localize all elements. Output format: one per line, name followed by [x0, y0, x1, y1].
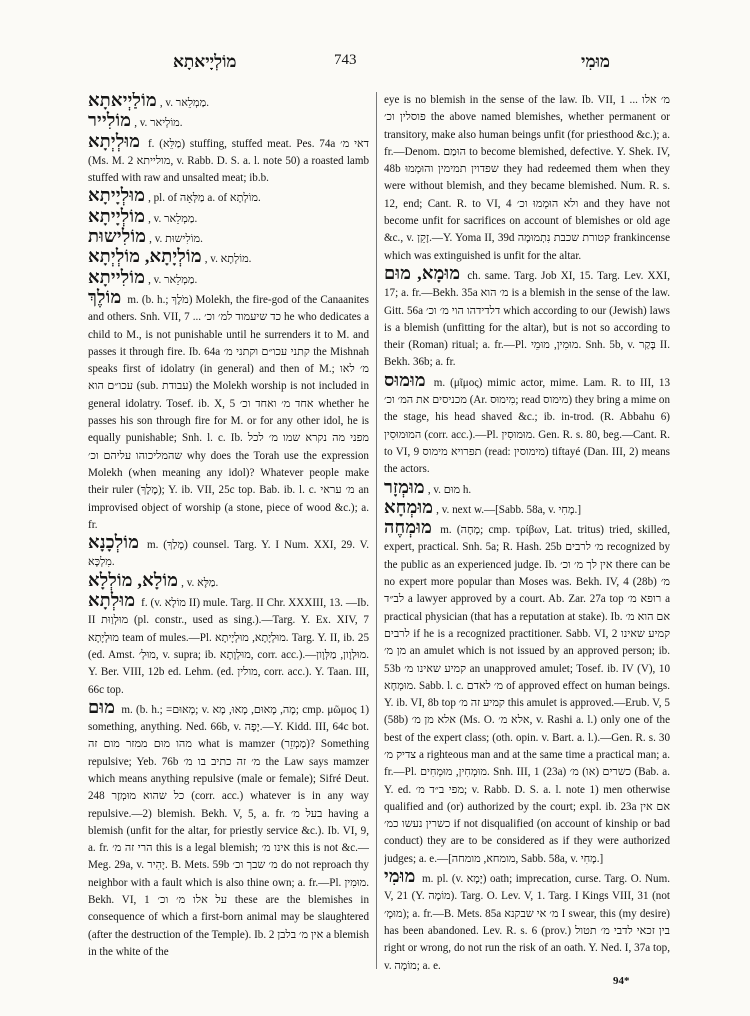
entry-definition: , v. מוֹלְתָא.: [204, 253, 252, 266]
entry-definition: m. (b. h.; מֹלֶךְ) Molekh, the fire-god of the Canaanites and others. Snh. VII, 7 ... כד שיעמוד למ׳ וכ׳ he who dedicates a child to M., is not punishable until he surrenders it to M. and passes it through fire. Ib. 64a קתני עכו״ם וקתני מ׳ the Mishnah speaks first of idolatry (in general) and then of M.; מ׳ לאו עכו״ם הוא (sub. עבודת) the Molekh worship is not included in general idolatry. Tosef. ib. X, 5 אחד מ׳ ואחד וכ׳ whether he passes his son through fire for M. or for any other idol, he is equally punishable; Snh. l. c. Ib. מפני מה נקרא שמו מ׳ לכל שהמליכוהו עליהם וכ׳ why does the Torah use the expression Molekh (when meaning any idol)? Whatever people make their ruler (מֶלֶךְ); Y. ib. VII, 25c top. Bab. ib. l. c. מ׳ עראי an improvised object of worship (a stone, piece of wood &c.); a. fr.: [88, 293, 369, 531]
entry-definition: , pl. of מַלְּאָה a. of מוֹלְתָא.: [148, 192, 261, 205]
entry-definition: , v. מַמְלֵאר.: [148, 212, 198, 225]
header-left-guide-word: מוֹלְיָיאתָא: [173, 52, 237, 71]
dictionary-entry: [384, 92, 670, 265]
entry-definition: , v. מוֹלִישוּת.: [149, 233, 203, 246]
dictionary-entry: [384, 262, 670, 372]
dictionary-entry: [88, 534, 369, 572]
dictionary-entry: [88, 187, 369, 207]
entry-definition: , v. מוֹלְיאר.: [134, 117, 183, 130]
entry-headword: מוֹלֶךְ: [88, 286, 122, 307]
entry-headword: מוֹלְיָתָא, מוֹלְיְתָא: [88, 246, 202, 267]
entry-headword: מוֹלִייר: [88, 110, 132, 131]
entry-definition: f. (מַלֵּא) stuffing, stuffed meat. Pes. 74a דאי מ׳ (Ms. M. 2 מולייתא, v. Rabb. D. S. a. l. note 50) a roasted lamb stuffed with raw and unsalted meat; ib.b.: [88, 137, 369, 185]
entry-headword: מוּמְחֶה: [384, 517, 432, 538]
entry-definition: m. (μῖμος) mimic actor, mime. Lam. R. to III, 13 מכניסים את המ׳ וכ׳ (Ar. מִימוּס; read מימוס) they bring a mime on the stage, his head shaved &c.; ib. in-trod. (R. Abbahu 6) המוּמוּסִין (corr. acc.).—Pl. מוּמוּסִין. Gen. R. s. 80, beg.—Cant. R. to VI, 9 תפרויא מימוס (read: מימוסין) tiftayé (Dan. III, 2) means the actors.: [384, 376, 670, 476]
entry-headword: מוֹלִישוּת: [88, 226, 147, 247]
left-column: [88, 92, 369, 972]
entry-definition: m. (מָחָה; cmp. τρίβων, Lat. tritus) tried, skilled, expert, practical. Snh. 5a; R. Hash. 25b מ׳ לרבים recognized by the public as an experienced judge. Ib. אין לך מ׳ וכ׳ there can be no expert more popular than Moses was. Bekh. IV, 4 (28b) מ׳ לב״ד a lawyer approved by a court. Ab. Zar. 27a top רופא מ׳ a practical physician (that has a reputation at stake). Ib. אם הוא מ׳ לרבים if he is a recognized practitioner. Sabb. VI, 2 קמיע שאינו מן מ׳ an amulet which is not issued by an approved person; ib. 53b קמיע שאינו מ׳ an unapproved amulet; Tosef. ib. IV (V), 10 מוּמְחָא. Sabb. l. c. מ׳ לאדם of approved effect on human beings. Y. ib. VI, 8b top קמיע זה מ׳ this amulet is approved.—Erub. V, 5 (58b) אלא מן מ׳ (Ms. O. אלא מ׳, v. Rashi a. l.) only one of the best of the expert class; (oth. opin. v. Bart. a. l.).—Gen. R. s. 30 צדיק מ׳ a righteous man and at the same time a practical man; a. fr.—Pl. מוּמְחִין, מוּמְחִים. Snh. III, 1 (23a) כשרים (או) מ׳ (Bab. a. Y. ed. מפי ב״ד מ׳; v. Rabb. D. S. a. l. note 1) men otherwise qualified and (or) authorized by the court; expl. ib. 23a אם אין כשרין נעשו כמ׳ if not disqualified (on account of kinship or bad conduct) they are to be considered as if they were authorized judges; a. e.—[מומחא, מומחה, Sabb. 58a, v. מָחִי.]: [384, 524, 670, 865]
entry-headword: מוֹלְכָנָא: [88, 532, 140, 553]
dictionary-entry: [384, 369, 670, 479]
dictionary-entry: [384, 496, 670, 519]
entry-headword: מוּם: [88, 696, 116, 717]
entry-definition: , v. מַלָּא.: [181, 576, 219, 589]
dictionary-entry: [88, 130, 369, 188]
dictionary-entry: [88, 228, 369, 248]
entry-headword: מוּמְחָא: [384, 496, 434, 517]
dictionary-entry: [88, 112, 369, 132]
entry-definition: , v. מַמְלֵאר.: [148, 273, 198, 286]
entry-definition: , v. מוּם h.: [427, 483, 472, 496]
header-right-guide-word: מוּמִי: [581, 52, 610, 71]
entry-headword: מוֹלְיָיתָא: [88, 205, 146, 226]
entry-headword: מוּלְיְתָא: [88, 130, 141, 151]
dictionary-entry: [384, 868, 670, 972]
entry-headword: מוּמוּס: [384, 369, 426, 390]
column-divider: [376, 92, 377, 969]
dictionary-entry: [88, 286, 369, 534]
entry-definition: m. (מָלַךְ) counsel. Targ. Y. I Num. XXI, 29. V. מִלְכָּא.: [88, 539, 369, 569]
dictionary-entry: [88, 569, 369, 592]
dictionary-entry: [88, 92, 369, 112]
entry-headword: מוּמְזָר: [384, 476, 425, 497]
dictionary-entry: [88, 592, 369, 699]
entry-definition: ch. same. Targ. Job XI, 15. Targ. Lev. XXI, 17; a. fr.—Bekh. 35a מ׳ הוא is a blemish in the sense of the law. Gitt. 56a דלדידהו הוי מ׳ וכ׳ which according to our (Jewish) laws is a blemish (unfitting for the altar), but is not so according to their (Roman) ritual; a. fr.—Pl. מוּמִין, מוּמֵי. Snh. 5b, v. בָּקַר II. Bekh. 36b; a. fr.: [384, 269, 670, 369]
entry-definition: m. pl. (v. יָמָא) oath; imprecation, curse. Targ. O. Num. V, 21 (Y. מוֹמָה). Targ. O. Lev. V, 1. Targ. I Kings VIII, 31 (not מוּמָ׳); a. fr.—B. Mets. 85a מ׳ אי שבקנא I swear, this (my desire) has been abandoned. Lev. R. s. 6 (prov.) בין זכאי לדבי מ׳ תטול right or wrong, do not run the risk of an oath. Y. Ned. I, 37a top, v. מוֹמָה; a. e.: [384, 873, 670, 972]
entry-definition: , v. next w.—[Sabb. 58a, v. מָחִי.]: [436, 503, 582, 516]
entry-headword: מוֹלִייתָא: [88, 266, 146, 287]
running-header: [88, 52, 658, 72]
entry-headword: מוֹלַיְיאתָא: [88, 92, 157, 110]
entry-headword: מוּלְיָיתָא: [88, 185, 146, 206]
dictionary-entry: [88, 266, 369, 289]
entry-headword: מוּמִי: [384, 866, 416, 887]
entry-headword: מוּלְתָא: [88, 590, 136, 611]
page-number: 743: [334, 52, 357, 68]
entry-headword: מוֹלָא, מוֹלְלָא: [88, 569, 179, 590]
dictionary-entry: [384, 519, 670, 868]
entry-definition: , v. מַמְלֵאר.: [159, 97, 209, 109]
dictionary-entry: [88, 696, 369, 961]
dictionary-entry: [88, 205, 369, 228]
dictionary-entry: [384, 476, 670, 499]
right-column: [384, 92, 670, 972]
dictionary-entry: [88, 248, 369, 268]
entry-definition: eye is no blemish in the sense of the law. Ib. VII, 1 מ׳ אלו ... פוסלין וכ׳ the above named blemishes, whether permanent or transitory, make also human beings unfit (for priesthood &c.); a. fr.—Denom. הוּמַם to become blemished, defective. Y. Shek. IV, 48b שפדוין תמימין והוּמְמוּ they had redeemed them when they were without blemish, and they became blemished. Num. R. s. 12, end; Cant. R. to VI, 4 ולא הוּמְמוּ וכ׳ and they have not become unfit for sacrifices on account of blemishes or old age &c., v. זָקֵן.—Y. Yoma II, 39d קטורת שכבת נִתְמוּמָה frankincense which was extinguished is unfit for the altar.: [384, 94, 670, 262]
signature-mark: 94*: [613, 975, 630, 987]
entry-definition: f. (v. מוֹלָא II) mule. Targ. II Chr. XXXIII, 13. —Ib. II מוּלְוַוּת (pl. constr., used as sing.).—Targ. Y. Ex. XIV, 7 מוּלְיָתָא team of mules.—Pl. מוּלְיָתָא, מוּלְיָיתָא. Targ. Y. II, ib. 25 (ed. Amst. מוּלְ׳, v. supra; ib. מוּלְוָתָא, corr. acc.).—מוּלְוָון, מַלְּוָון. Y. Ber. VIII, 12b ed. Lehm. (ed. מולין, corr. acc.). Y. Taan. III, 66c top.: [88, 597, 369, 696]
entry-definition: m. (b. h.; =מְאוּם; v. מָה, מָאוּם, מָאוּ, מָא; cmp. μῶμος 1) something, anything. Ned. 66b, v. יָפָה.—Y. Kidd. III, 64c bot. מהו מוּם ממזר מום זה what is mamzer (מַמְזֵר)? Something repulsive; Yeb. 76b מ׳ זה כתיב בו מ׳ the Law says mamzer which means anything repulsive (male or female); Sifré Deut. 248 כל שהוא מוּמְזָר (corr. acc.) whatever is in any way repulsive.—2) blemish. Bekh. V, 5, a. fr. בעל מ׳ having a blemish (unfit for the altar, for priestly service &c.). Ib. VI, 9, a. fr. הרי זה מ׳ this is a legal blemish; אינו מ׳ this is not &c.—Meg. 29a, v. יָהִיר. B. Mets. 59b מ׳ שבך וכ׳ do not reproach thy neighbor with a fault which is also thine own; a. fr.—Pl. מוּמִין. Bekh. VI, 1 על אלו מ׳ וכ׳ these are the blemishes in consequence of which a first-born animal may be slaughtered (after the destruction of the Temple). Ib. 2 אין מ׳ בלבן a blemish in the white of the: [88, 703, 369, 958]
entry-headword: מוּמָא, מוּם: [384, 262, 461, 283]
